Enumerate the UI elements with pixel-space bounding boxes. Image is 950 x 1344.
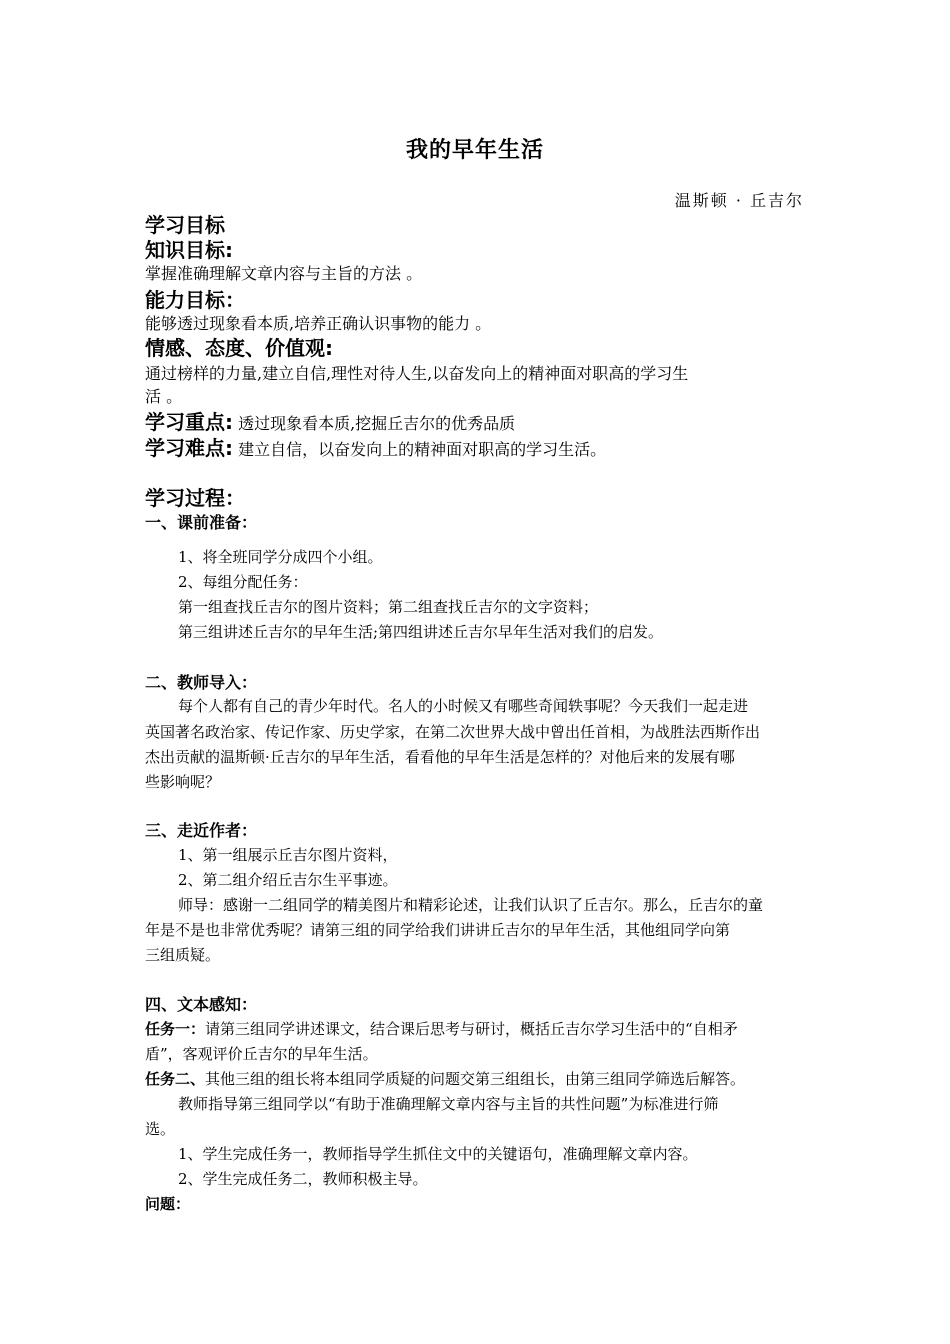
task-2-label: 任务二、	[145, 1070, 206, 1088]
goals-heading: 学习目标	[145, 213, 225, 237]
list-item: 1、第一组展示丘吉尔图片资料，	[178, 846, 398, 864]
emotion-label: 情感、态度、价值观:	[145, 336, 333, 360]
task-1-line-1	[145, 1022, 738, 1037]
guide-line-1: 教师指导第三组同学以“有助于准确理解文章内容与主旨的共性问题”为标准进行筛	[178, 1095, 719, 1113]
question-label: 问题：	[145, 1195, 191, 1213]
knowledge-label: 知识目标:	[145, 238, 233, 262]
paragraph-line: 杰出贡献的温斯顿·丘吉尔的早年生活，看看他的早年生活是怎样的？对他后来的发展有哪	[145, 748, 735, 766]
paragraph-line: 些影响呢？	[145, 773, 221, 791]
list-item: 1、将全班同学分成四个小组。	[178, 548, 383, 566]
list-item: 2、第二组介绍丘吉尔生平事迹。	[178, 871, 398, 889]
emotion-text-line-1: 通过榜样的力量,建立自信,理性对待人生,以奋发向上的精神面对职高的学习生	[145, 364, 689, 383]
paragraph-line: 每个人都有自己的青少年时代。名人的小时候又有哪些奇闻轶事呢？今天我们一起走进	[178, 697, 749, 715]
task-1-line-2: 盾”，客观评价丘吉尔的早年生活。	[145, 1045, 378, 1063]
task-2-text: 其他三组的组长将本组同学质疑的问题交第三组组长，由第三组同学筛选后解答。	[205, 1070, 746, 1088]
list-item: 2、学生完成任务二，教师积极主导。	[178, 1170, 428, 1188]
paragraph-line: 年是不是也非常优秀呢？请第三组的同学给我们讲讲丘吉尔的早年生活，其他组同学向第	[145, 921, 731, 939]
task-1-label: 任务一：	[145, 1020, 206, 1038]
ability-text: 能够透过现象看本质,培养正确认识事物的能力 。	[145, 314, 492, 333]
process-heading: 学习过程：	[145, 486, 245, 510]
difficulty-text: 建立自信，以奋发向上的精神面对职高的学习生活。	[233, 440, 607, 459]
knowledge-text: 掌握准确理解文章内容与主旨的方法 。	[145, 264, 423, 283]
list-item: 2、每组分配任务：	[178, 573, 308, 591]
emotion-text-line-2: 活 。	[145, 387, 183, 406]
section-3-heading: 三、走近作者：	[145, 821, 258, 840]
ability-label: 能力目标：	[145, 288, 245, 312]
difficulty-point	[145, 438, 606, 458]
list-item: 第三组讲述丘吉尔的早年生活;第四组讲述丘吉尔早年生活对我们的启发。	[178, 623, 664, 641]
paragraph-line: 三组质疑。	[145, 946, 221, 964]
section-2-heading: 二、教师导入：	[145, 673, 258, 692]
section-4-heading: 四、文本感知：	[145, 995, 258, 1014]
key-point	[145, 412, 515, 432]
author-name: 温斯顿 · 丘吉尔	[674, 191, 804, 210]
paragraph-line: 英国著名政治家、传记作家、历史学家，在第二次世界大战中曾出任首相，为战胜法西斯作出	[145, 723, 761, 741]
key-label: 学习重点:	[145, 410, 233, 434]
difficulty-label: 学习难点:	[145, 436, 233, 460]
task-1-text: 请第三组同学讲述课文，结合课后思考与研讨，概括丘吉尔学习生活中的“自相矛	[205, 1020, 738, 1038]
paragraph-line: 师导：感谢一二组同学的精美图片和精彩论述，让我们认识了丘吉尔。那么，丘吉尔的童	[178, 896, 764, 914]
section-1-heading: 一、课前准备：	[145, 513, 258, 532]
key-text: 透过现象看本质,挖掘丘吉尔的优秀品质	[233, 414, 516, 433]
task-2-line	[145, 1072, 745, 1087]
guide-line-2: 选。	[145, 1120, 176, 1138]
document-title: 我的早年生活	[405, 137, 544, 163]
list-item: 第一组查找丘吉尔的图片资料；第二组查找丘吉尔的文字资料；	[178, 598, 599, 616]
list-item: 1、学生完成任务一，教师指导学生抓住文中的关键语句，准确理解文章内容。	[178, 1145, 698, 1163]
